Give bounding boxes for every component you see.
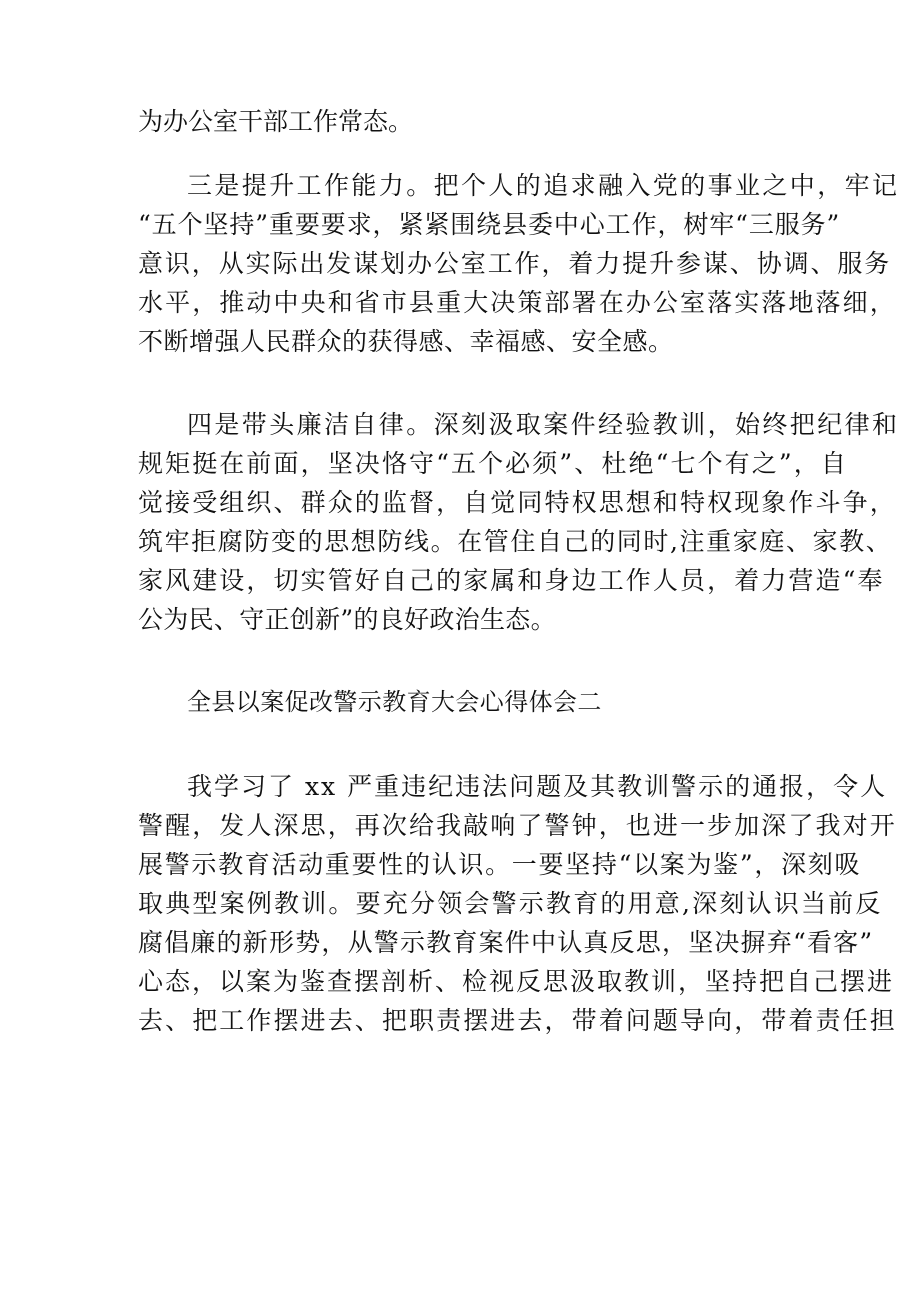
paragraph-line: 腐倡廉的新形势，从警示教育案件中认真反思，坚决摒弃“看客”	[138, 928, 874, 957]
paragraph-line: 水平，推动中央和省市县重大决策部署在办公室落实落地落细，	[138, 288, 897, 317]
paragraph-line: 不断增强人民群众的获得感、幸福感、安全感。	[138, 327, 674, 356]
paragraph-line: 心态，以案为鉴查摆剖析、检视反思汲取教训，坚持把自己摆进	[138, 967, 895, 996]
paragraph-line: 为办公室干部工作常态。	[138, 107, 414, 136]
paragraph-line: 家风建设，切实管好自己的家属和身边工作人员，着力营造“奉	[138, 566, 885, 595]
paragraph-line: 警醒，发人深思，再次给我敲响了警钟，也进一步加深了我对开	[138, 811, 897, 840]
paragraph-line: 去、把工作摆进去、把职责摆进去，带着问题导向，带着责任担	[138, 1006, 897, 1035]
paragraph-line: 展警示教育活动重要性的认识。一要坚持“以案为鉴”，深刻吸	[138, 850, 862, 879]
paragraph-line: 我学习了 xx 严重违纪违法问题及其教训警示的通报，令人	[187, 772, 888, 801]
paragraph-line: 四是带头廉洁自律。深刻汲取案件经验教训，始终把纪律和	[187, 410, 900, 439]
paragraph-line: 取典型案例教训。要充分领会警示教育的用意,深刻认识当前反	[138, 889, 883, 918]
paragraph-line: 意识，从实际出发谋划办公室工作，着力提升参谋、协调、服务	[138, 249, 892, 278]
section-title: 全县以案促改警示教育大会心得体会二	[187, 688, 602, 716]
paragraph-line: 公为民、守正创新”的良好政治生态。	[138, 605, 556, 634]
paragraph-line: 规矩挺在前面，坚决恪守“五个必须”、杜绝“七个有之”，自	[138, 449, 848, 478]
paragraph-line: 觉接受组织、群众的监督，自觉同特权思想和特权现象作斗争，	[138, 488, 897, 517]
paragraph-line: 三是提升工作能力。把个人的追求融入党的事业之中，牢记	[187, 171, 900, 200]
paragraph-line: 筑牢拒腐防变的思想防线。在管住自己的同时,注重家庭、家教、	[138, 527, 893, 556]
paragraph-line: “五个坚持”重要要求，紧紧围绕县委中心工作，树牢“三服务”	[138, 210, 841, 239]
